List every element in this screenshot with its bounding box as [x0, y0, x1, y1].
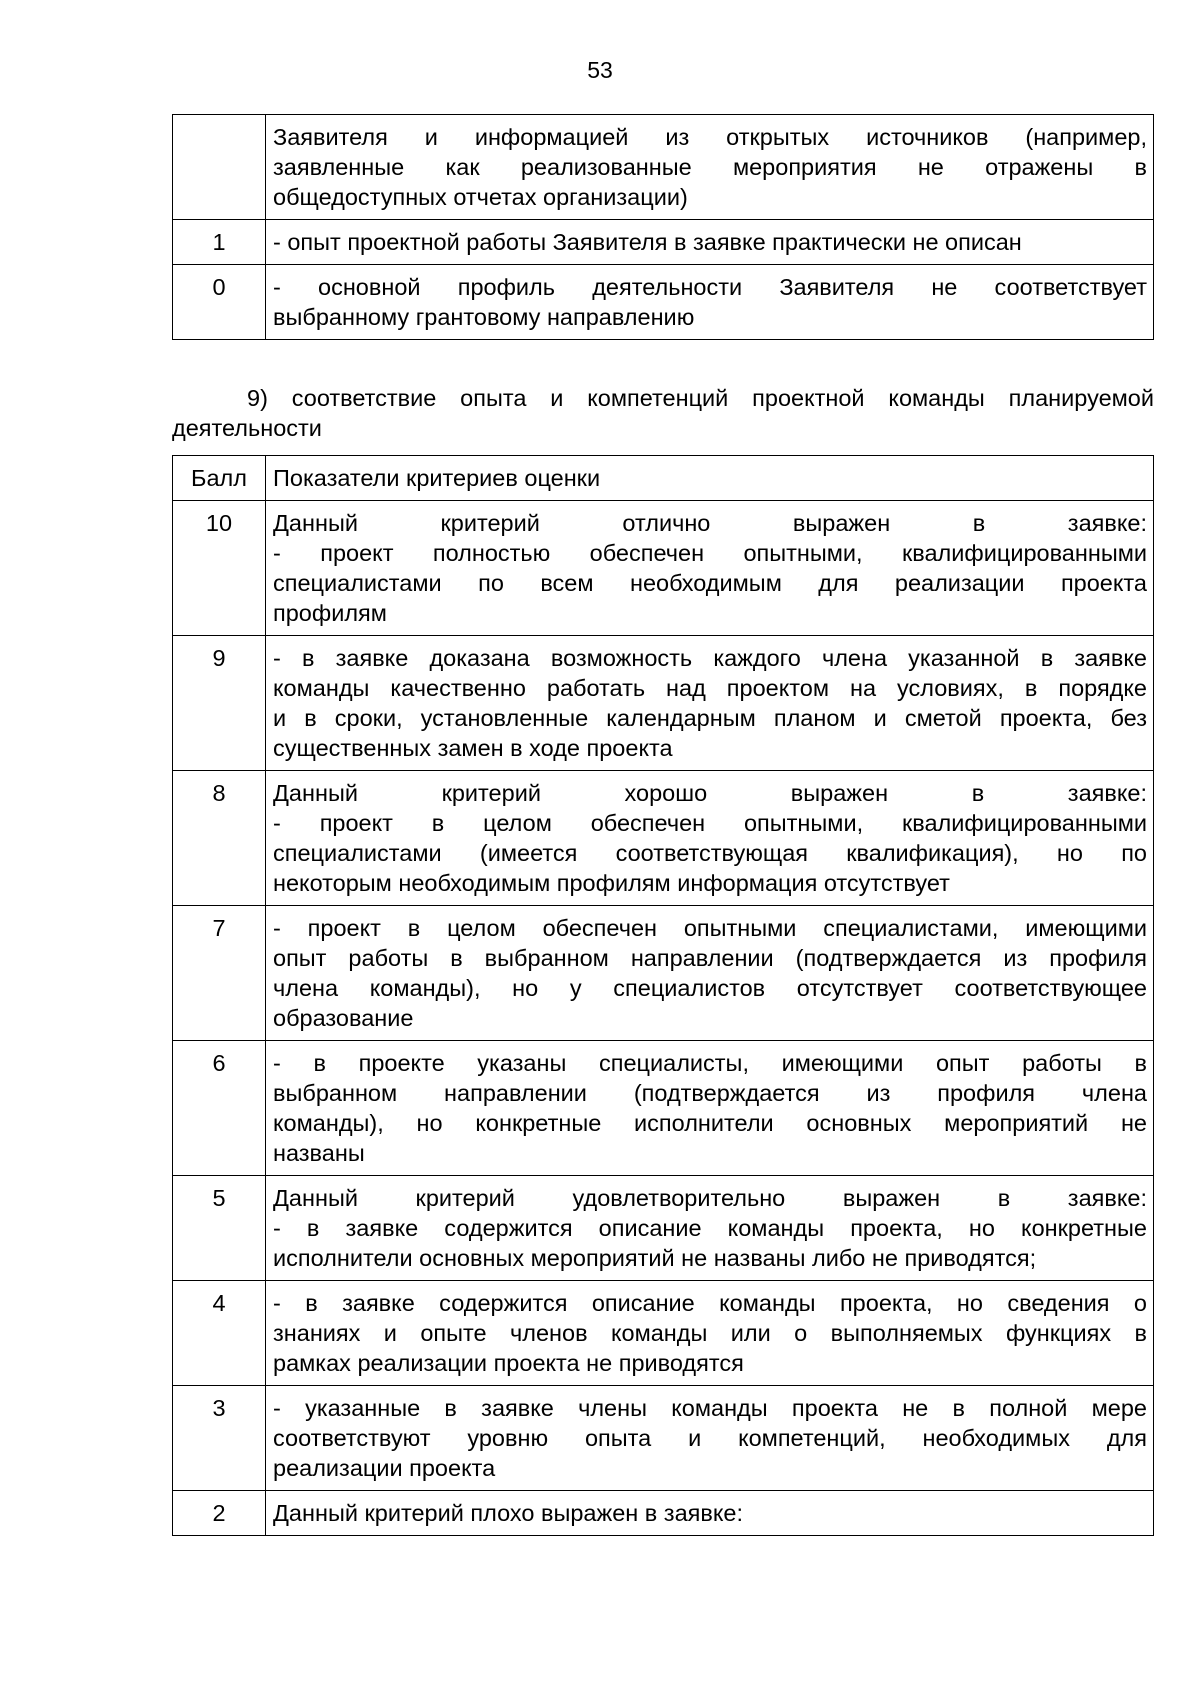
header-indicators: Показатели критериев оценки [266, 456, 1154, 501]
table-row [173, 1281, 1154, 1386]
criteria-table-header [173, 456, 1154, 501]
text-line: - в проекте указаны специалисты, имеющими опыт работы в [273, 1050, 1147, 1076]
table-row [173, 906, 1154, 1041]
text-line: - в заявке содержится описание команды проекта, но сведения о [273, 1290, 1147, 1316]
heading-line: деятельности [172, 415, 322, 441]
table-row [173, 501, 1154, 636]
table-row [173, 1386, 1154, 1491]
section-heading [172, 383, 1154, 443]
table-row [173, 771, 1154, 906]
table-row [173, 1041, 1154, 1176]
text-line: члена команды), но у специалистов отсутствует соответствующее [273, 975, 1147, 1001]
table-row [173, 265, 1154, 340]
text-line: команды), но конкретные исполнители основных мероприятий не [273, 1110, 1147, 1136]
text-line: выбранном направлении (подтверждается из профиля члена [273, 1080, 1147, 1106]
criteria-table [172, 455, 1154, 1536]
table-row [173, 1491, 1154, 1536]
text-line: Данный критерий удовлетворительно выражен в заявке: [273, 1185, 1147, 1211]
table-row [173, 636, 1154, 771]
row-score: 1 [173, 220, 266, 265]
text-line: общедоступных отчетах организации) [273, 184, 688, 210]
text-line: знаниях и опыте членов команды или о выполняемых функциях в [273, 1320, 1147, 1346]
row-score: 10 [173, 501, 266, 636]
text-line: названы [273, 1140, 365, 1166]
row-indicator-text [266, 636, 1154, 771]
header-score: Балл [173, 456, 266, 501]
row-indicator-text [266, 220, 1154, 265]
row-indicator-text [266, 771, 1154, 906]
text-line: - проект в целом обеспечен опытными специалистами, имеющими [273, 915, 1147, 941]
row-indicator-text [266, 1491, 1154, 1536]
row-score: 2 [173, 1491, 266, 1536]
text-line: - проект в целом обеспечен опытными, квалифицированными [273, 810, 1147, 836]
table-row [173, 115, 1154, 220]
text-line: команды качественно работать над проектом на условиях, в порядке [273, 675, 1147, 701]
row-score: 7 [173, 906, 266, 1041]
row-score: 3 [173, 1386, 266, 1491]
row-score [173, 115, 266, 220]
table-row [173, 1176, 1154, 1281]
row-indicator-text [266, 1281, 1154, 1386]
text-line: - указанные в заявке члены команды проекта не в полной мере [273, 1395, 1147, 1421]
row-indicator-text [266, 1386, 1154, 1491]
text-line: специалистами по всем необходимым для реализации проекта [273, 570, 1147, 596]
text-line: Данный критерий хорошо выражен в заявке: [273, 780, 1147, 806]
text-line: - основной профиль деятельности Заявителя не соответствует [273, 274, 1147, 300]
text-line: специалистами (имеется соответствующая квалификация), но по [273, 840, 1147, 866]
text-line: образование [273, 1005, 414, 1031]
page-number: 53 [587, 57, 613, 83]
row-score: 0 [173, 265, 266, 340]
row-indicator-text [266, 1176, 1154, 1281]
row-score: 5 [173, 1176, 266, 1281]
text-line: существенных замен в ходе проекта [273, 735, 673, 761]
row-score: 9 [173, 636, 266, 771]
text-line: профилям [273, 600, 387, 626]
text-line: Данный критерий отлично выражен в заявке: [273, 510, 1147, 536]
row-indicator-text [266, 115, 1154, 220]
heading-line: 9) соответствие опыта и компетенций проектной команды планируемой [247, 385, 1154, 411]
text-line: исполнители основных мероприятий не названы либо не приводятся; [273, 1245, 1037, 1271]
table-row [173, 220, 1154, 265]
text-line: - проект полностью обеспечен опытными, квалифицированными [273, 540, 1147, 566]
row-score: 8 [173, 771, 266, 906]
text-line: соответствуют уровню опыта и компетенций, необходимых для [273, 1425, 1147, 1451]
row-indicator-text [266, 501, 1154, 636]
row-score: 4 [173, 1281, 266, 1386]
text-line: рамках реализации проекта не приводятся [273, 1350, 744, 1376]
text-line: - в заявке содержится описание команды проекта, но конкретные [273, 1215, 1147, 1241]
continued-table-body [173, 115, 1154, 340]
text-line: - опыт проектной работы Заявителя в заявке практически не описан [273, 229, 1022, 255]
text-line: Заявителя и информацией из открытых источников (например, [273, 124, 1147, 150]
row-indicator-text [266, 906, 1154, 1041]
text-line: заявленные как реализованные мероприятия не отражены в [273, 154, 1147, 180]
row-score: 6 [173, 1041, 266, 1176]
continued-criteria-table [172, 114, 1154, 340]
text-line: - в заявке доказана возможность каждого члена указанной в заявке [273, 645, 1147, 671]
criteria-table-body [173, 501, 1154, 1536]
text-line: выбранному грантовому направлению [273, 304, 695, 330]
text-line: опыт работы в выбранном направлении (подтверждается из профиля [273, 945, 1147, 971]
text-line: реализации проекта [273, 1455, 496, 1481]
row-indicator-text [266, 1041, 1154, 1176]
text-line: Данный критерий плохо выражен в заявке: [273, 1500, 743, 1526]
text-line: некоторым необходимым профилям информация отсутствует [273, 870, 950, 896]
row-indicator-text [266, 265, 1154, 340]
text-line: и в сроки, установленные календарным планом и сметой проекта, без [273, 705, 1147, 731]
